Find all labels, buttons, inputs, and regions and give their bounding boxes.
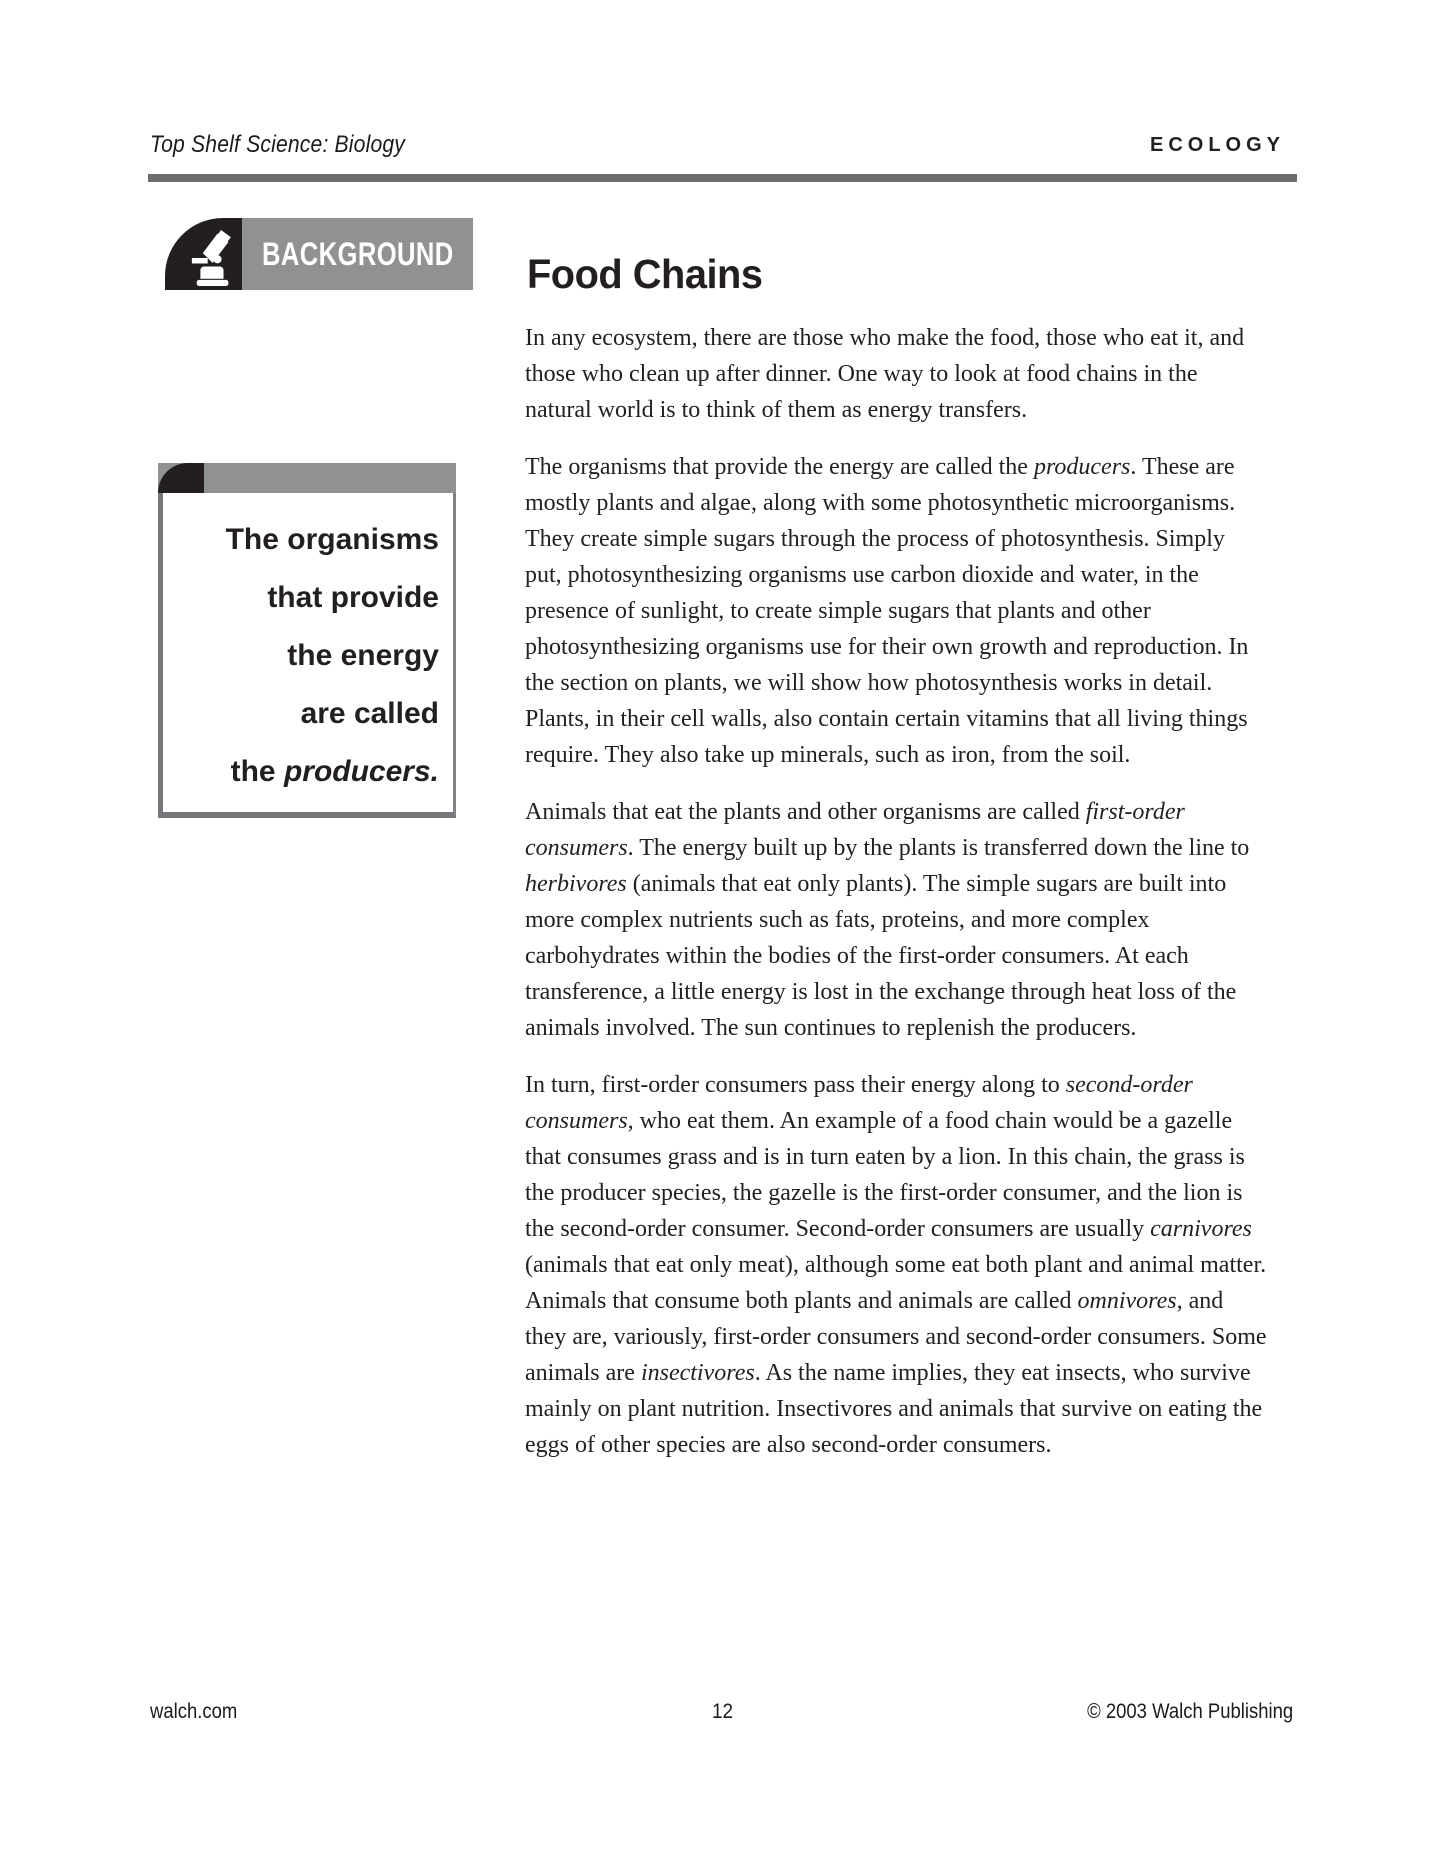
pull-quote-text: [171, 511, 439, 801]
microscope-icon: [190, 230, 240, 286]
pull-quote-line: The organisms: [225, 523, 439, 556]
footer-copyright: © 2003 Walch Publishing: [1086, 1700, 1293, 1723]
footer-website: walch.com: [150, 1700, 238, 1723]
badge-label: BACKGROUND: [261, 235, 454, 272]
pull-quote-line: the energy: [287, 639, 439, 672]
badge-label-block: [242, 218, 473, 290]
paragraph: Animals that eat the plants and other organisms are called first-order consumers. The energy built up by the plants is transferred down the line to herbivores (animals that eat only plants). The simple sugars are built into more complex nutrients such as fats, proteins, and more complex carbohydrates within the bodies of the first-order consumers. At each transference, a little energy is lost in the exchange through heat loss of the animals involved. The sun continues to replenish the producers.: [525, 799, 1250, 1041]
paragraph: The organisms that provide the energy are called the producers. These are mostly plants and algae, along with some photosynthetic microorganisms. They create simple sugars through the process of photosynthesis. Simply put, photosynthesizing organisms use carbon dioxide and water, in the presence of sunlight, to create simple sugars that plants and other photosynthesizing organisms use for their own growth and reproduction. In the section on plants, we will show how photosynthesis works in detail. Plants, in their cell walls, also contain certain vitamins that all living things require. They also take up minerals, such as iron, from the soil.: [525, 454, 1249, 768]
paragraph: In turn, first-order consumers pass their energy along to second-order consumers, who eat them. An example of a food chain would be a gazelle that consumes grass and is in turn eaten by a lion. In this chain, the grass is the producer species, the gazelle is the first-order consumer, and the lion is the second-order consumer. Second-order consumers are usually carnivores (animals that eat only meat), although some eat both plant and animal matter. Animals that consume both plants and animals are called omnivores, and they are, variously, first-order consumers and second-order consumers. Some animals are insectivores. As the name implies, they eat insects, who survive mainly on plant nutrition. Insectivores and animals that survive on eating the eggs of other species are also second-order consumers.: [525, 1072, 1267, 1458]
pull-quote-line: are called: [300, 697, 439, 730]
pull-quote-line: that provide: [267, 581, 439, 614]
paragraph: In any ecosystem, there are those who make the food, those who eat it, and those who clean up after dinner. One way to look at food chains in the natural world is to think of them as energy transfers.: [525, 325, 1245, 423]
badge-icon-block: [165, 218, 242, 290]
page-title: Food Chains: [527, 251, 763, 298]
footer-page-number: 12: [711, 1700, 734, 1723]
section-label: ECOLOGY: [1149, 134, 1285, 156]
header-rule: [148, 174, 1297, 182]
pull-quote-line: the producers.: [230, 755, 439, 788]
pull-quote-box: [158, 463, 456, 818]
article-body: [525, 320, 1267, 1484]
book-title: Top Shelf Science: Biology: [150, 131, 406, 158]
